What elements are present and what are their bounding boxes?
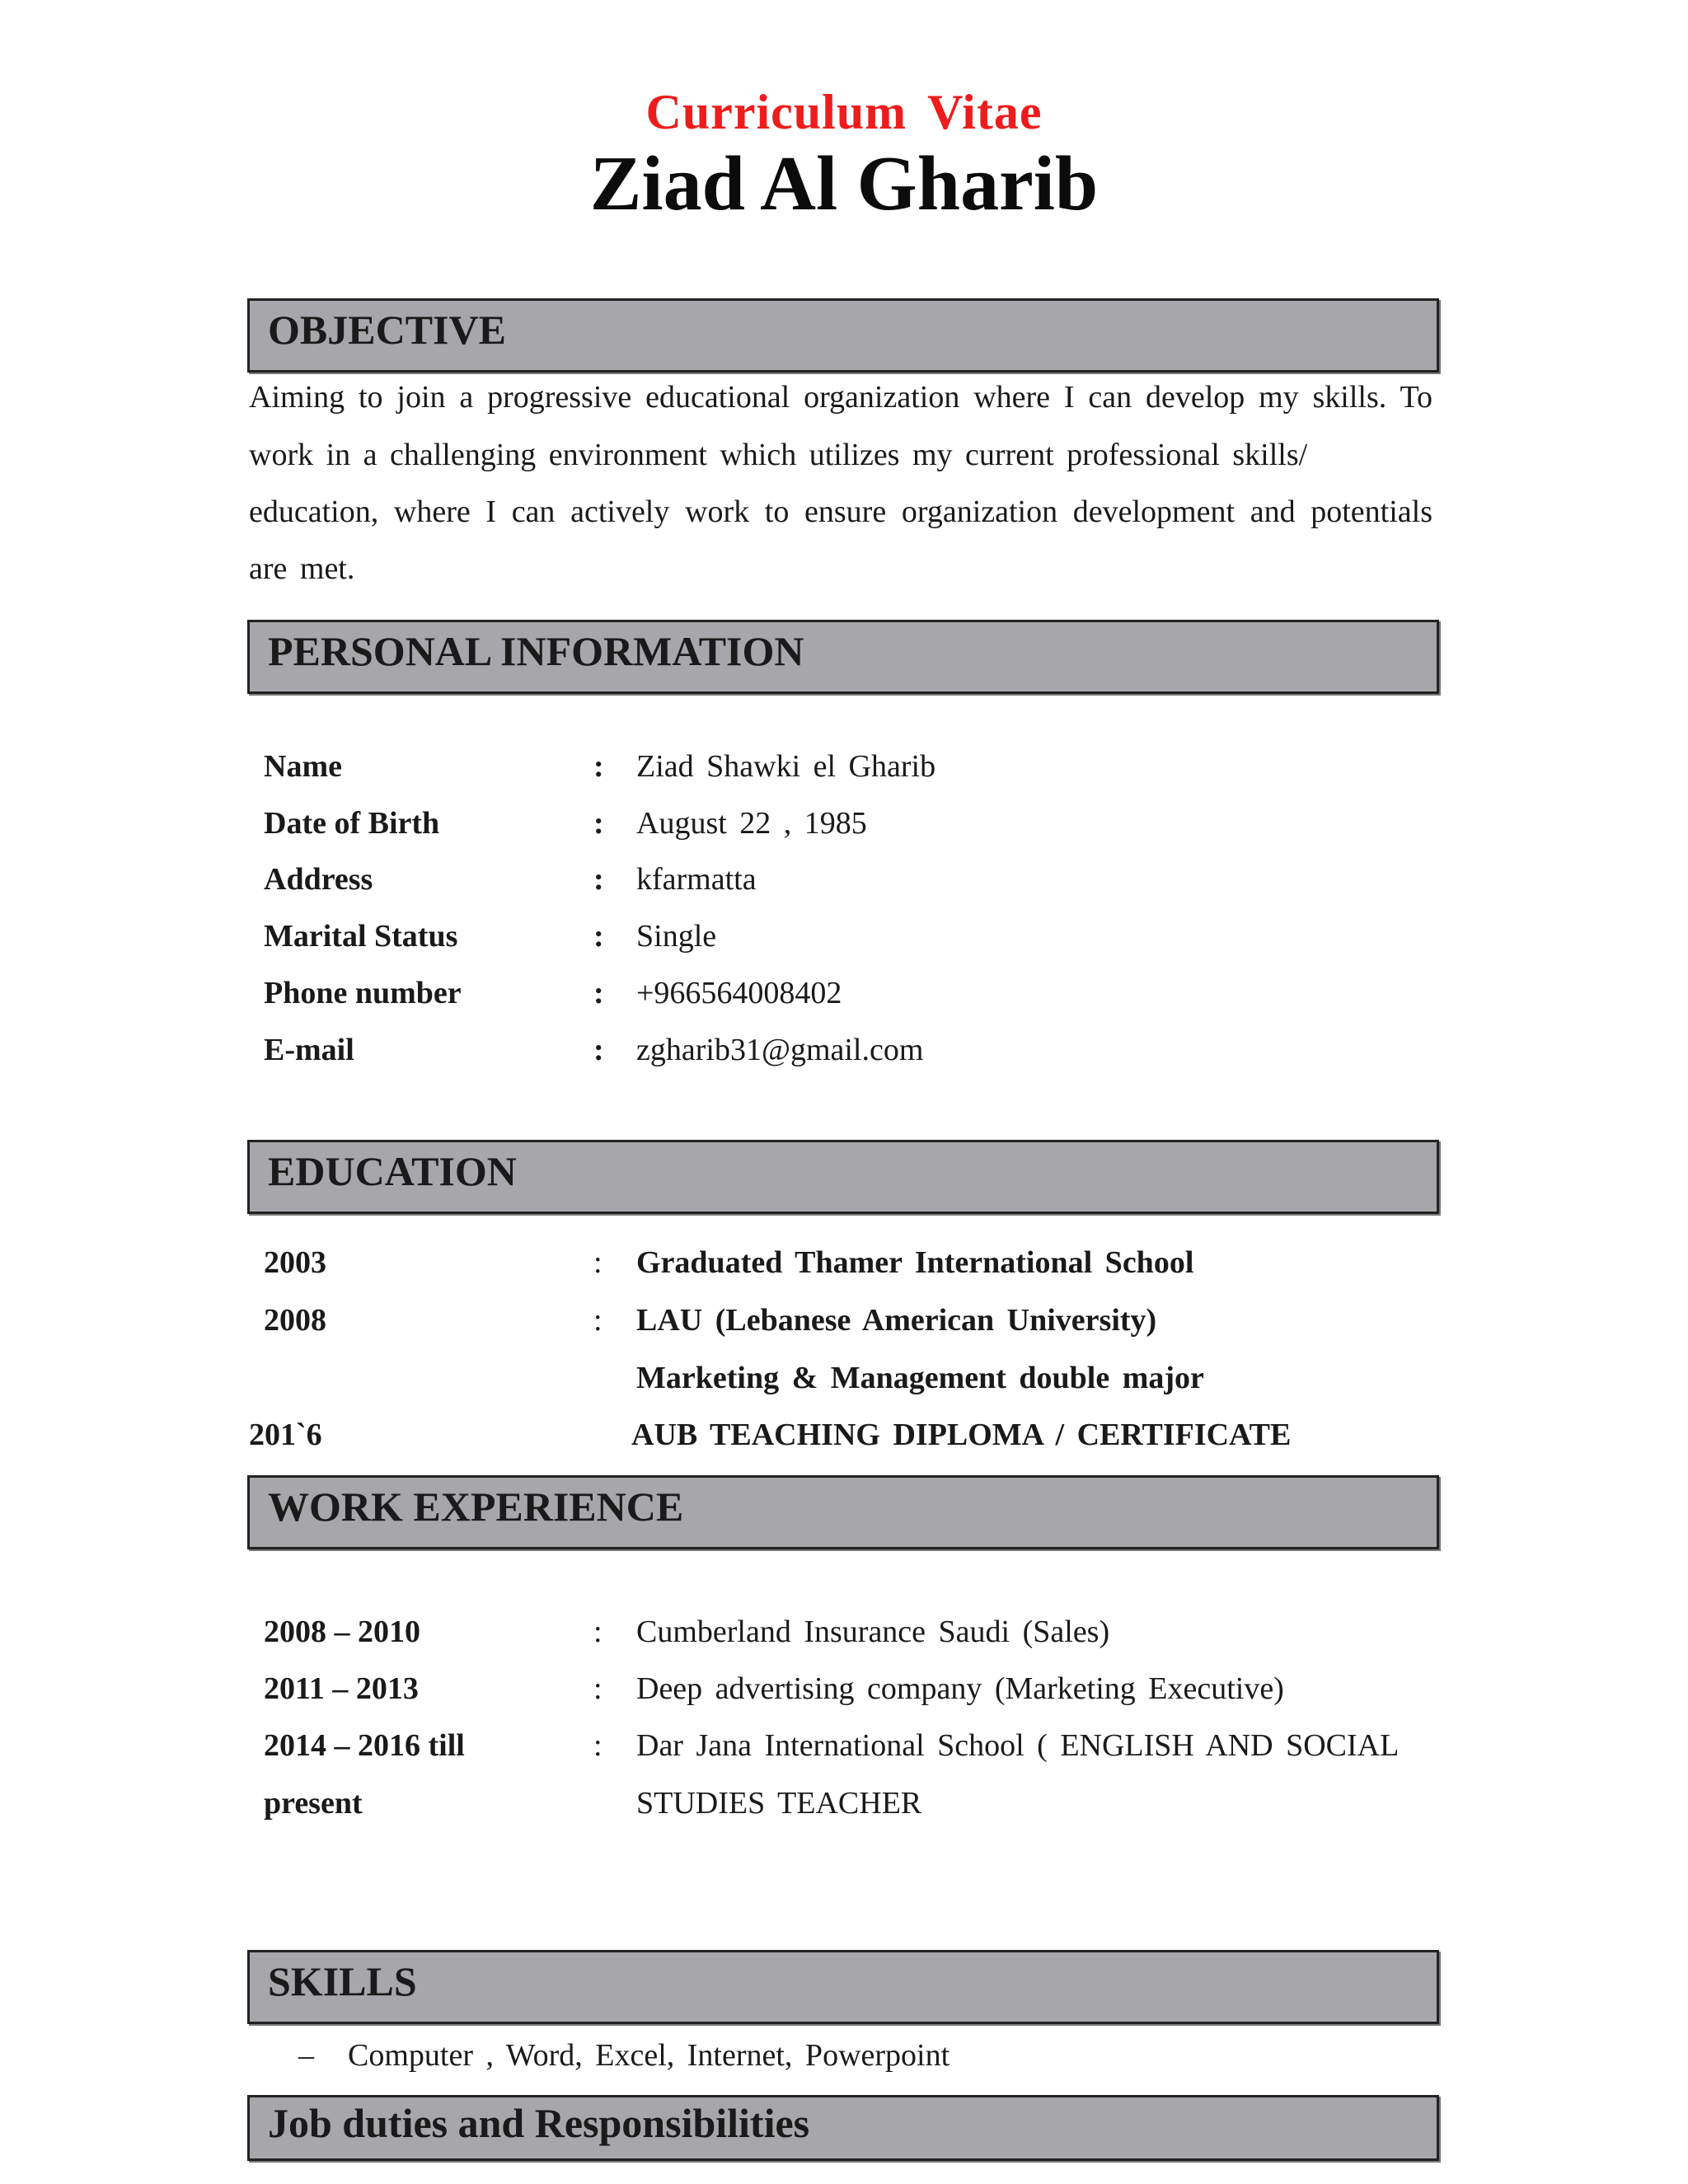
field-label: Date of Birth [264,806,440,841]
separator: : [593,919,604,954]
education-detail: Marketing & Management double major [636,1361,1204,1395]
education-row [0,1357,1688,1399]
field-label: Address [264,862,373,897]
work-detail: Dar Jana International School ( ENGLISH AND SOCIAL [636,1728,1400,1763]
education-year: 2003 [264,1245,326,1280]
section-title: PERSONAL INFORMATION [268,628,804,674]
section-title: EDUCATION [268,1148,517,1194]
education-year: 201`6 [249,1418,322,1452]
education-detail: LAU (Lebanese American University) [636,1303,1157,1338]
field-label: Marital Status [264,919,458,954]
work-detail: STUDIES TEACHER [636,1786,922,1821]
education-row [0,1241,1688,1284]
bullet-dash: – [298,2038,314,2073]
separator: : [593,1303,603,1338]
separator: : [593,1615,603,1649]
personal-info-row [0,858,1688,901]
objective-line: education, where I can actively work to ensure organization development and potentials [249,494,1432,529]
separator: : [593,1245,603,1280]
objective-line: work in a challenging environment which utilizes my current professional skills/ [249,438,1308,472]
separator: : [593,862,604,897]
field-value: kfarmatta [636,862,757,897]
personal-info-row [0,1029,1688,1071]
separator: : [593,806,604,841]
field-value: August 22 , 1985 [636,806,867,841]
work-period: 2008 – 2010 [264,1615,420,1649]
email-value: zgharib31@gmail.com [636,1033,924,1067]
work-period: present [264,1786,363,1821]
education-year: 2008 [264,1303,326,1338]
work-detail: Cumberland Insurance Saudi (Sales) [636,1615,1110,1649]
personal-info-row [0,915,1688,958]
work-detail: Deep advertising company (Marketing Executive) [636,1671,1284,1706]
section-header-personal-information [247,620,1439,694]
field-label: Name [264,749,342,784]
separator: : [593,1671,603,1706]
separator: : [593,976,604,1010]
field-value: +966564008402 [636,976,842,1010]
field-label: Phone number [264,976,462,1010]
section-header-education [247,1140,1439,1214]
section-title: Job duties and Responsibilities [268,2100,810,2146]
education-row [0,1299,1688,1342]
separator: : [593,1728,603,1763]
section-header-objective [247,298,1439,373]
section-title: WORK EXPERIENCE [268,1483,684,1530]
section-header-job-duties [247,2095,1439,2161]
personal-info-row [0,745,1688,788]
document-title: Curriculum Vitae [645,85,1043,139]
field-label: E-mail [264,1033,354,1067]
work-period: 2011 – 2013 [264,1671,419,1706]
work-period: 2014 – 2016 till [264,1728,465,1763]
work-row [0,1724,1688,1767]
objective-line: Aiming to join a progressive educational organization where I can develop my skills. To [249,380,1432,415]
field-value: Ziad Shawki el Gharib [636,749,936,784]
education-detail: Graduated Thamer International School [636,1245,1194,1280]
education-row [0,1413,1688,1456]
work-row [0,1610,1688,1653]
section-header-skills [247,1950,1439,2024]
candidate-name: Ziad Al Gharib [589,141,1099,227]
field-value: Single [636,919,717,954]
work-row [0,1667,1688,1710]
section-title: SKILLS [268,1958,417,2004]
objective-line: are met. [249,551,355,586]
section-title: OBJECTIVE [268,307,506,353]
personal-info-row [0,802,1688,845]
work-row [0,1782,1688,1825]
separator: : [593,749,604,784]
education-detail: AUB TEACHING DIPLOMA / CERTIFICATE [631,1418,1292,1452]
section-header-work-experience [247,1475,1439,1549]
skill-text: Computer , Word, Excel, Internet, Powerpoint [348,2038,950,2073]
separator: : [593,1033,604,1067]
personal-info-row [0,972,1688,1015]
